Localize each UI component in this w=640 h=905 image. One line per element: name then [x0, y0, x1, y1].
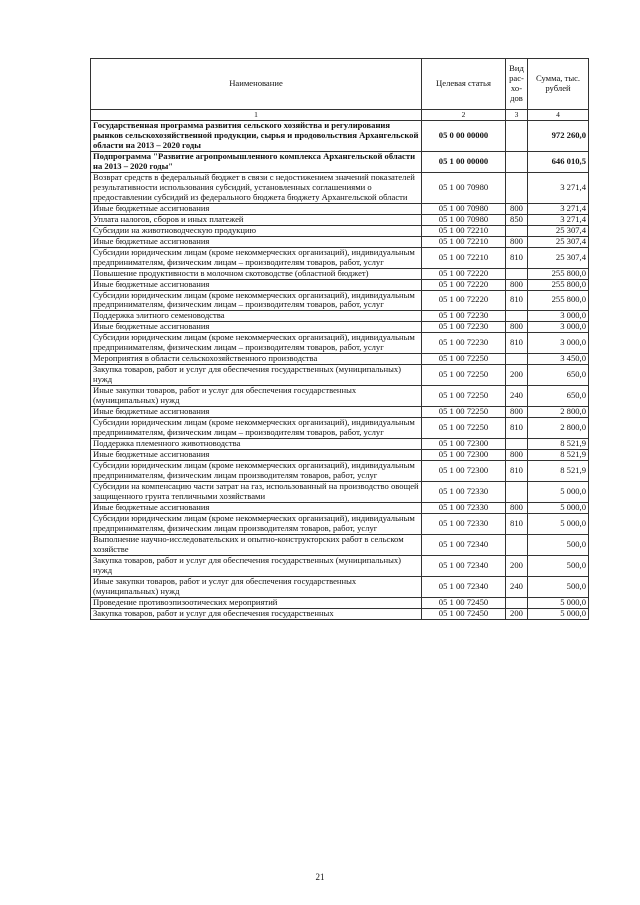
row-name-cell: Возврат средств в федеральный бюджет в связи с недостижением значений показателей результативности использования субсидий, установленных соглашениями о предоставлении субсидий из федерального бюджета бюджету Архангельской области — [91, 172, 422, 203]
row-name-cell: Поддержка элитного семеноводства — [91, 311, 422, 322]
row-code-cell: 05 0 00 00000 — [422, 121, 506, 152]
row-sum-cell: 5 000,0 — [528, 502, 589, 513]
row-name-cell: Иные закупки товаров, работ и услуг для обеспечения государственных (муниципальных) нужд — [91, 576, 422, 597]
row-sum-cell: 500,0 — [528, 534, 589, 555]
row-sum-cell: 650,0 — [528, 386, 589, 407]
row-name-cell: Проведение противоэпизоотических мероприятий — [91, 597, 422, 608]
row-sum-cell: 8 521,9 — [528, 461, 589, 482]
row-sum-cell: 3 000,0 — [528, 333, 589, 354]
header-sum: Сумма, тыс. рублей — [528, 59, 589, 110]
row-vid-cell — [506, 311, 528, 322]
row-sum-cell: 2 800,0 — [528, 407, 589, 418]
row-name-cell: Субсидии юридическим лицам (кроме некоммерческих организаций), индивидуальным предпринимателям, физическим лицам – производителям товаров, работ, услуг — [91, 290, 422, 311]
table-row — [91, 555, 589, 576]
table-row — [91, 203, 589, 214]
row-name-cell: Иные бюджетные ассигнования — [91, 203, 422, 214]
row-name-cell: Иные бюджетные ассигнования — [91, 502, 422, 513]
row-sum-cell: 500,0 — [528, 576, 589, 597]
row-code-cell: 05 1 00 72220 — [422, 268, 506, 279]
row-name-cell: Выполнение научно-исследовательских и опытно-конструкторских работ в сельском хозяйстве — [91, 534, 422, 555]
table-body — [91, 121, 589, 620]
row-name-cell: Субсидии юридическим лицам (кроме некоммерческих организаций), индивидуальным предпринимателям, физическим лицам производителям товаров, работ, услуг — [91, 513, 422, 534]
row-name-cell: Подпрограмма "Развитие агропромышленного комплекса Архангельской области на 2013 – 2020 годы" — [91, 151, 422, 172]
row-name-cell: Субсидии юридическим лицам (кроме некоммерческих организаций), индивидуальным предпринимателям, физическим лицам – производителям товаров, работ, услуг — [91, 418, 422, 439]
row-sum-cell: 3 000,0 — [528, 322, 589, 333]
row-sum-cell: 8 521,9 — [528, 439, 589, 450]
page-number: 21 — [315, 872, 325, 882]
row-code-cell: 05 1 00 70980 — [422, 172, 506, 203]
table-row — [91, 322, 589, 333]
row-code-cell: 05 1 00 00000 — [422, 151, 506, 172]
row-sum-cell: 5 000,0 — [528, 513, 589, 534]
table-row — [91, 365, 589, 386]
row-code-cell: 05 1 00 72250 — [422, 418, 506, 439]
row-sum-cell: 25 307,4 — [528, 225, 589, 236]
row-code-cell: 05 1 00 72250 — [422, 354, 506, 365]
row-sum-cell: 2 800,0 — [528, 418, 589, 439]
row-vid-cell: 800 — [506, 279, 528, 290]
row-vid-cell: 810 — [506, 290, 528, 311]
row-sum-cell: 5 000,0 — [528, 597, 589, 608]
row-vid-cell — [506, 121, 528, 152]
row-sum-cell: 255 800,0 — [528, 279, 589, 290]
table-row — [91, 214, 589, 225]
row-vid-cell: 810 — [506, 418, 528, 439]
row-vid-cell — [506, 534, 528, 555]
row-code-cell: 05 1 00 72330 — [422, 513, 506, 534]
row-vid-cell — [506, 439, 528, 450]
row-sum-cell: 8 521,9 — [528, 450, 589, 461]
row-code-cell: 05 1 00 70980 — [422, 203, 506, 214]
row-vid-cell: 810 — [506, 513, 528, 534]
table-row — [91, 386, 589, 407]
table-row — [91, 151, 589, 172]
row-code-cell: 05 1 00 72300 — [422, 439, 506, 450]
row-sum-cell: 255 800,0 — [528, 290, 589, 311]
row-code-cell: 05 1 00 72300 — [422, 461, 506, 482]
table-row — [91, 290, 589, 311]
row-vid-cell — [506, 172, 528, 203]
table-row — [91, 481, 589, 502]
row-sum-cell: 500,0 — [528, 555, 589, 576]
budget-table — [90, 58, 589, 620]
row-code-cell: 05 1 00 72250 — [422, 365, 506, 386]
row-code-cell: 05 1 00 72220 — [422, 279, 506, 290]
row-code-cell: 05 1 00 72450 — [422, 597, 506, 608]
row-vid-cell: 800 — [506, 450, 528, 461]
row-code-cell: 05 1 00 72230 — [422, 311, 506, 322]
row-sum-cell: 5 000,0 — [528, 481, 589, 502]
table-row — [91, 225, 589, 236]
table-row — [91, 247, 589, 268]
row-vid-cell: 800 — [506, 322, 528, 333]
row-code-cell: 05 1 00 72340 — [422, 576, 506, 597]
row-sum-cell: 646 010,5 — [528, 151, 589, 172]
row-code-cell: 05 1 00 72250 — [422, 386, 506, 407]
row-vid-cell: 200 — [506, 555, 528, 576]
column-number: 2 — [422, 110, 506, 121]
row-name-cell: Поддержка племенного животноводства — [91, 439, 422, 450]
table-row — [91, 576, 589, 597]
row-name-cell: Субсидии на животноводческую продукцию — [91, 225, 422, 236]
row-code-cell: 05 1 00 72300 — [422, 450, 506, 461]
row-name-cell: Закупка товаров, работ и услуг для обеспечения государственных (муниципальных) нужд — [91, 365, 422, 386]
table-row — [91, 513, 589, 534]
row-vid-cell: 240 — [506, 386, 528, 407]
row-sum-cell: 3 271,4 — [528, 214, 589, 225]
row-code-cell: 05 1 00 72230 — [422, 322, 506, 333]
row-sum-cell: 25 307,4 — [528, 236, 589, 247]
row-vid-cell — [506, 354, 528, 365]
row-vid-cell: 200 — [506, 608, 528, 619]
table-row — [91, 236, 589, 247]
row-code-cell: 05 1 00 72450 — [422, 608, 506, 619]
row-sum-cell: 3 450,0 — [528, 354, 589, 365]
table-row — [91, 172, 589, 203]
row-vid-cell: 240 — [506, 576, 528, 597]
row-name-cell: Государственная программа развития сельского хозяйства и регулирования рынков сельскохозяйственной продукции, сырья и продовольствия Архангельской области на 2013 – 2020 годы — [91, 121, 422, 152]
row-name-cell: Иные бюджетные ассигнования — [91, 236, 422, 247]
row-name-cell: Иные бюджетные ассигнования — [91, 279, 422, 290]
row-sum-cell: 650,0 — [528, 365, 589, 386]
header-name: Наименование — [91, 59, 422, 110]
row-vid-cell: 800 — [506, 203, 528, 214]
column-number-row — [91, 110, 589, 121]
row-vid-cell — [506, 151, 528, 172]
table-row — [91, 450, 589, 461]
row-sum-cell: 972 260,0 — [528, 121, 589, 152]
table-row — [91, 597, 589, 608]
row-vid-cell: 200 — [506, 365, 528, 386]
row-vid-cell — [506, 481, 528, 502]
row-vid-cell: 850 — [506, 214, 528, 225]
row-name-cell: Иные бюджетные ассигнования — [91, 407, 422, 418]
row-name-cell: Субсидии юридическим лицам (кроме некоммерческих организаций), индивидуальным предпринимателям, физическим лицам – производителям товаров, работ, услуг — [91, 333, 422, 354]
row-vid-cell: 810 — [506, 461, 528, 482]
table-row — [91, 461, 589, 482]
row-name-cell: Субсидии на компенсацию части затрат на газ, использованный на производство овощей защищенного грунта тепличными хозяйствами — [91, 481, 422, 502]
table-row — [91, 311, 589, 322]
table-row — [91, 439, 589, 450]
row-sum-cell: 3 271,4 — [528, 172, 589, 203]
row-code-cell: 05 1 00 70980 — [422, 214, 506, 225]
row-vid-cell — [506, 597, 528, 608]
row-code-cell: 05 1 00 72340 — [422, 555, 506, 576]
row-vid-cell: 800 — [506, 236, 528, 247]
row-sum-cell: 3 271,4 — [528, 203, 589, 214]
row-code-cell: 05 1 00 72220 — [422, 290, 506, 311]
row-vid-cell: 800 — [506, 407, 528, 418]
row-vid-cell: 800 — [506, 502, 528, 513]
row-code-cell: 05 1 00 72230 — [422, 333, 506, 354]
row-sum-cell: 5 000,0 — [528, 608, 589, 619]
row-sum-cell: 255 800,0 — [528, 268, 589, 279]
row-code-cell: 05 1 00 72210 — [422, 236, 506, 247]
row-code-cell: 05 1 00 72330 — [422, 481, 506, 502]
row-name-cell: Иные бюджетные ассигнования — [91, 450, 422, 461]
row-name-cell: Уплата налогов, сборов и иных платежей — [91, 214, 422, 225]
row-code-cell: 05 1 00 72210 — [422, 225, 506, 236]
row-name-cell: Закупка товаров, работ и услуг для обеспечения государственных (муниципальных) нужд — [91, 555, 422, 576]
table-row — [91, 608, 589, 619]
table-row — [91, 502, 589, 513]
column-number: 1 — [91, 110, 422, 121]
header-code: Целевая статья — [422, 59, 506, 110]
table-row — [91, 279, 589, 290]
column-number: 3 — [506, 110, 528, 121]
row-code-cell: 05 1 00 72210 — [422, 247, 506, 268]
row-code-cell: 05 1 00 72340 — [422, 534, 506, 555]
row-sum-cell: 3 000,0 — [528, 311, 589, 322]
row-vid-cell — [506, 225, 528, 236]
row-vid-cell: 810 — [506, 333, 528, 354]
table-row — [91, 268, 589, 279]
table-row — [91, 354, 589, 365]
row-name-cell: Иные бюджетные ассигнования — [91, 322, 422, 333]
column-number: 4 — [528, 110, 589, 121]
row-name-cell: Субсидии юридическим лицам (кроме некоммерческих организаций), индивидуальным предпринимателям, физическим лицам производителям товаров, работ, услуг — [91, 461, 422, 482]
row-code-cell: 05 1 00 72250 — [422, 407, 506, 418]
row-name-cell: Мероприятия в области сельскохозяйственного производства — [91, 354, 422, 365]
table-row — [91, 407, 589, 418]
row-name-cell: Повышение продуктивности в молочном скотоводстве (областной бюджет) — [91, 268, 422, 279]
row-sum-cell: 25 307,4 — [528, 247, 589, 268]
row-name-cell: Закупка товаров, работ и услуг для обеспечения государственных — [91, 608, 422, 619]
row-vid-cell: 810 — [506, 247, 528, 268]
header-vid: Вид рас-хо-дов — [506, 59, 528, 110]
header-row — [91, 59, 589, 110]
row-code-cell: 05 1 00 72330 — [422, 502, 506, 513]
row-name-cell: Субсидии юридическим лицам (кроме некоммерческих организаций), индивидуальным предпринимателям, физическим лицам – производителям товаров, работ, услуг — [91, 247, 422, 268]
table-row — [91, 121, 589, 152]
row-vid-cell — [506, 268, 528, 279]
table-row — [91, 333, 589, 354]
table-row — [91, 418, 589, 439]
table-row — [91, 534, 589, 555]
row-name-cell: Иные закупки товаров, работ и услуг для обеспечения государственных (муниципальных) нужд — [91, 386, 422, 407]
